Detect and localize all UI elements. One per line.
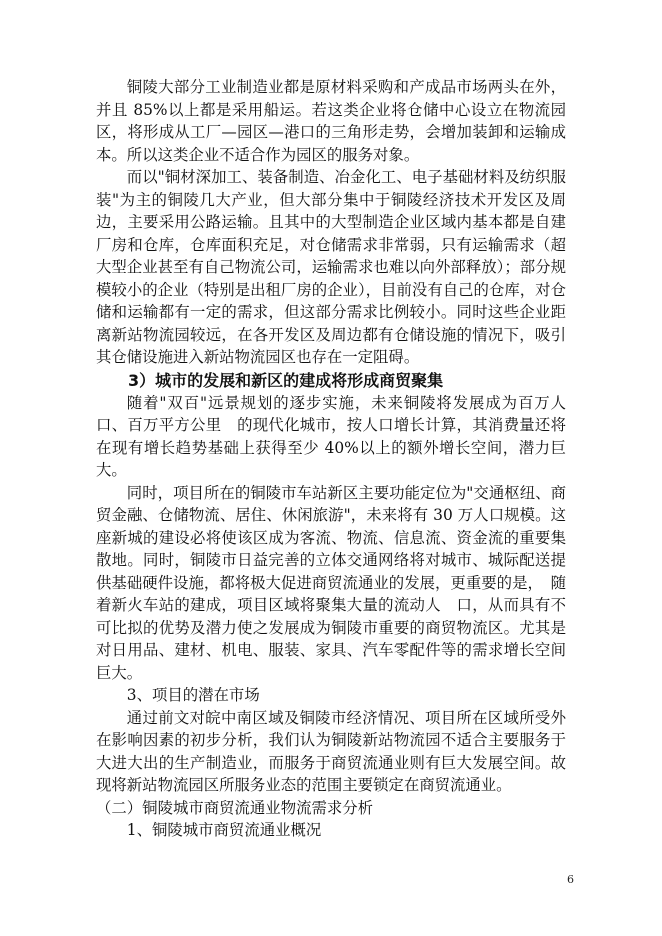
paragraph-potential-market: 通过前文对皖中南区域及铜陵市经济情况、项目所在区域所受外在影响因素的初步分析，我们认为铜陵新站物流园不适合主要服务于大进大出的生产制造业，而服务于商贸流通业则有巨大发展空间。故现将新站物流园区所服务业态的范围主要锁定在商贸流通业。 — [96, 708, 566, 794]
section-heading-trade-overview: 1、铜陵城市商贸流通业概况 — [126, 821, 322, 839]
paragraph-shipping-industry: 铜陵大部分工业制造业都是原材料采购和产成品市场两头在外，并且 85%以上都是采用船运。若这类企业将仓储中心设立在物流园区，将形成从工厂—园区—港口的三角形走势，会增加装卸和运输成本。所以这类企业不适合作为园区的服务对象。 — [96, 78, 566, 164]
section-heading-logistics-demand: （二）铜陵城市商贸流通业物流需求分析 — [96, 798, 374, 817]
paragraph-major-industries: 而以"铜材深加工、装备制造、冶金化工、电子基础材料及纺织服装"为主的铜陵几大产业，但大部分集中于铜陵经济技术开发区及周边，主要采用公路运输。且其中的大型制造企业区域内基本都是自建厂房和仓库，仓库面积充足，对仓储需求非常弱，只有运输需求（超大型企业甚至有自己物流公司，运输需求也难以向外部释放）；部分规模较小的企业（特别是出租厂房的企业），目前没有自己的仓库，对仓储和运输都有一定的需求，但这部分需求比例较小。同时这些企业距离新站物流园较远，在各开发区及周边都有仓储设施的情况下，吸引其仓储设施进入新站物流园区也存在一定阻碍。 — [96, 168, 566, 366]
section-heading-city-development: 3）城市的发展和新区的建成将形成商贸聚集 — [128, 370, 444, 390]
paragraph-station-new-district: 同时，项目所在的铜陵市车站新区主要功能定位为"交通枢纽、商贸金融、仓储物流、居住、休闲旅游"，未来将有 30 万人口规模。这座新城的建设必将使该区成为客流、物流、信息流、资金流的重要集散地。同时，铜陵市日益完善的立体交通网络将对城市、城际配送提供基础硬件设施，都将极大促进商贸流通业的发展，更重要的是， 随着新火车站的建成，项目区域将聚集大量的流动人 口，从而具有不可比拟的优势及潜力使之发展成为铜陵市重要的商贸物流区。尤其是对日用品、建材、机电、服装、家具、汽车零配件等的需求增长空间巨大。 — [96, 483, 566, 682]
page-number: 6 — [567, 873, 574, 886]
document-body — [96, 76, 566, 842]
section-heading-potential-market: 3、项目的潜在市场 — [126, 686, 260, 704]
paragraph-double-hundred-plan: 随着"双百"远景规划的逐步实施，未来铜陵将发展成为百万人口、百万平方公里 的现代化城市，按人口增长计算，其消费量还将在现有增长趋势基础上获得至少 40%以上的额外增长空间，潜力巨大。 — [96, 393, 566, 479]
